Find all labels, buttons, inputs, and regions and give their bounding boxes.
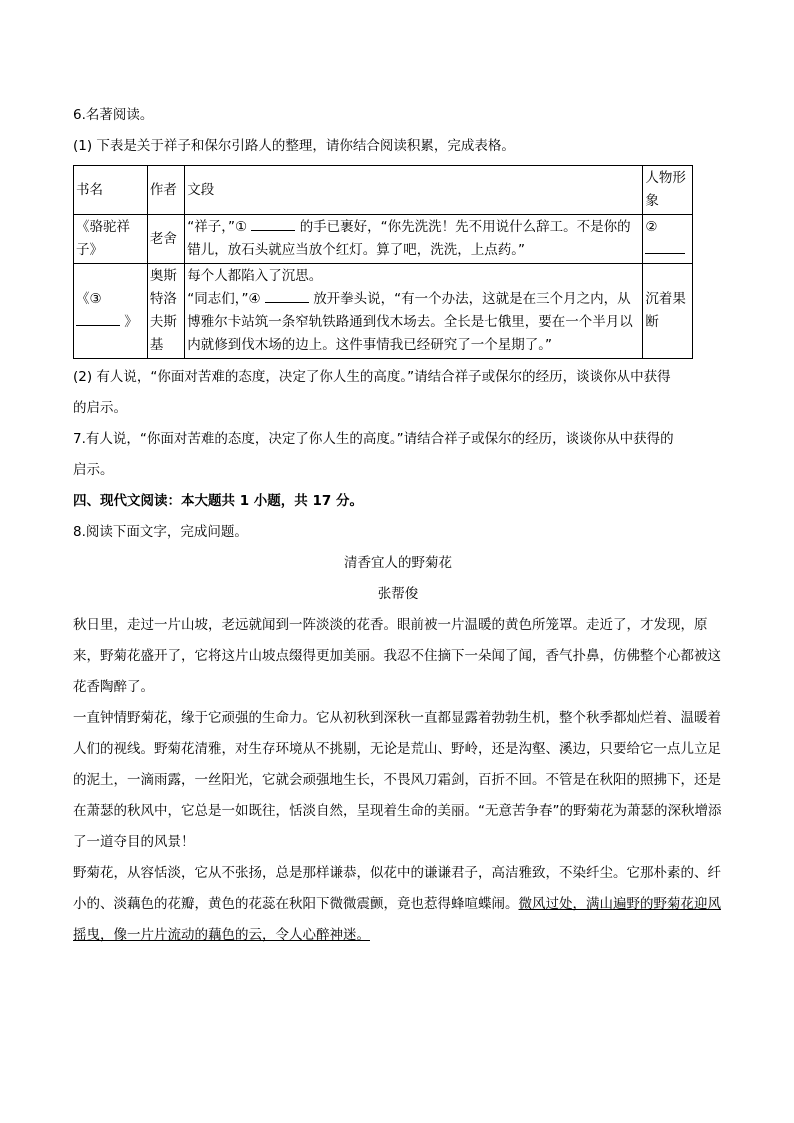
cell-author: 老舍 <box>147 215 184 264</box>
answer-blank-3[interactable] <box>76 311 120 326</box>
article-author: 张帮俊 <box>377 586 419 602</box>
passage-text: “祥子，”① <box>187 219 248 235</box>
q6-title: 6.名著阅读。 <box>73 107 154 123</box>
underlined-sentence: 微风过处，满山遍野的野菊花迎风摇曳，像一片片流动的藕色的云，令人心醉神迷。 <box>73 896 721 943</box>
literature-table <box>73 165 693 359</box>
cell-book <box>74 264 148 359</box>
document-page <box>73 100 723 951</box>
passage-text: 放开拳头说，“有一个办法，这就是在三个月之内，从博雅尔卡站筑一条窄轨铁路通到伐木场去。全长是七俄里，要在一个半月以内就修到伐木场的边上。这件事情我已经研究了一个星期了。” <box>187 291 633 353</box>
cell-passage <box>185 264 643 359</box>
article-paragraph-3 <box>73 858 723 951</box>
cell-book: 《骆驼祥子》 <box>74 215 148 264</box>
q6-sub2-line1: (2) 有人说，“你面对苦难的态度，决定了你人生的高度。”请结合祥子或保尔的经历，谈谈你从中获得 <box>73 369 671 385</box>
paragraph-text: 野菊花，从容恬淡，它从不张扬，总是那样谦恭，似花中的谦谦君子，高洁雅致，不染纤尘。它那朴素的、纤小的、淡藕色的花瓣，黄色的花蕊在秋阳下微微震颤，竟也惹得蜂喧蝶闹。 <box>73 865 721 912</box>
passage-text: 的手已裹好，“你先洗洗！先不用说什么辞工。不是你的错儿，放石头就应当放个红灯。算了吧，洗洗，上点药。” <box>187 219 631 258</box>
header-passage: 文段 <box>185 166 643 215</box>
q7-line1: 7.有人说，“你面对苦难的态度，决定了你人生的高度。”请结合祥子或保尔的经历，谈谈你从中获得的 <box>73 431 674 447</box>
table-row <box>74 264 693 359</box>
answer-blank-2[interactable] <box>645 239 685 254</box>
book-suffix: 》 <box>124 314 138 330</box>
passage-text: “同志们，”④ <box>187 291 261 307</box>
header-author: 作者 <box>147 166 184 215</box>
passage-text: 每个人都陷入了沉思。 <box>187 268 323 284</box>
book-prefix: 《③ <box>76 291 102 307</box>
section-heading: 四、现代文阅读：本大题共 1 小题，共 17 分。 <box>73 493 363 509</box>
header-book: 书名 <box>74 166 148 215</box>
q6-sub1-prompt: (1) 下表是关于祥子和保尔引路人的整理，请你结合阅读积累，完成表格。 <box>73 138 515 154</box>
cell-author: 奥斯特洛夫斯基 <box>147 264 184 359</box>
answer-blank-4[interactable] <box>265 288 309 303</box>
article-paragraph-2: 一直钟情野菊花，缘于它顽强的生命力。它从初秋到深秋一直都显露着勃勃生机，整个秋季都灿烂着、温暖着人们的视线。野菊花清雅，对生存环境从不挑剔，无论是荒山、野岭，还是沟壑、溪边，只要给它一点儿立足的泥土，一滴雨露，一丝阳光，它就会顽强地生长，不畏风刀霜剑，百折不回。不管是在秋阳的照拂下，还是在萧瑟的秋风中，它总是一如既往，恬淡自然，呈现着生命的美丽。“无意苦争春”的野菊花为萧瑟的深秋增添了一道夺目的风景！ <box>73 710 722 850</box>
image-marker: ② <box>645 219 658 235</box>
table-row <box>74 215 693 264</box>
article-title: 清香宜人的野菊花 <box>344 555 452 571</box>
cell-passage <box>185 215 643 264</box>
answer-blank-1[interactable] <box>251 216 295 231</box>
cell-image: 沉着果断 <box>643 264 693 359</box>
q8-title: 8.阅读下面文字，完成问题。 <box>73 524 248 540</box>
table-header-row <box>74 166 693 215</box>
article-paragraph-1: 秋日里，走过一片山坡，老远就闻到一阵淡淡的花香。眼前被一片温暖的黄色所笼罩。走近了，才发现，原来，野菊花盛开了，它将这片山坡点缀得更加美丽。我忍不住摘下一朵闻了闻，香气扑鼻，仿佛整个心都被这花香陶醉了。 <box>73 617 721 695</box>
cell-image <box>643 215 693 264</box>
q6-sub2-line2: 的启示。 <box>73 400 127 416</box>
q7-line2: 启示。 <box>73 462 114 478</box>
header-image: 人物形象 <box>643 166 693 215</box>
